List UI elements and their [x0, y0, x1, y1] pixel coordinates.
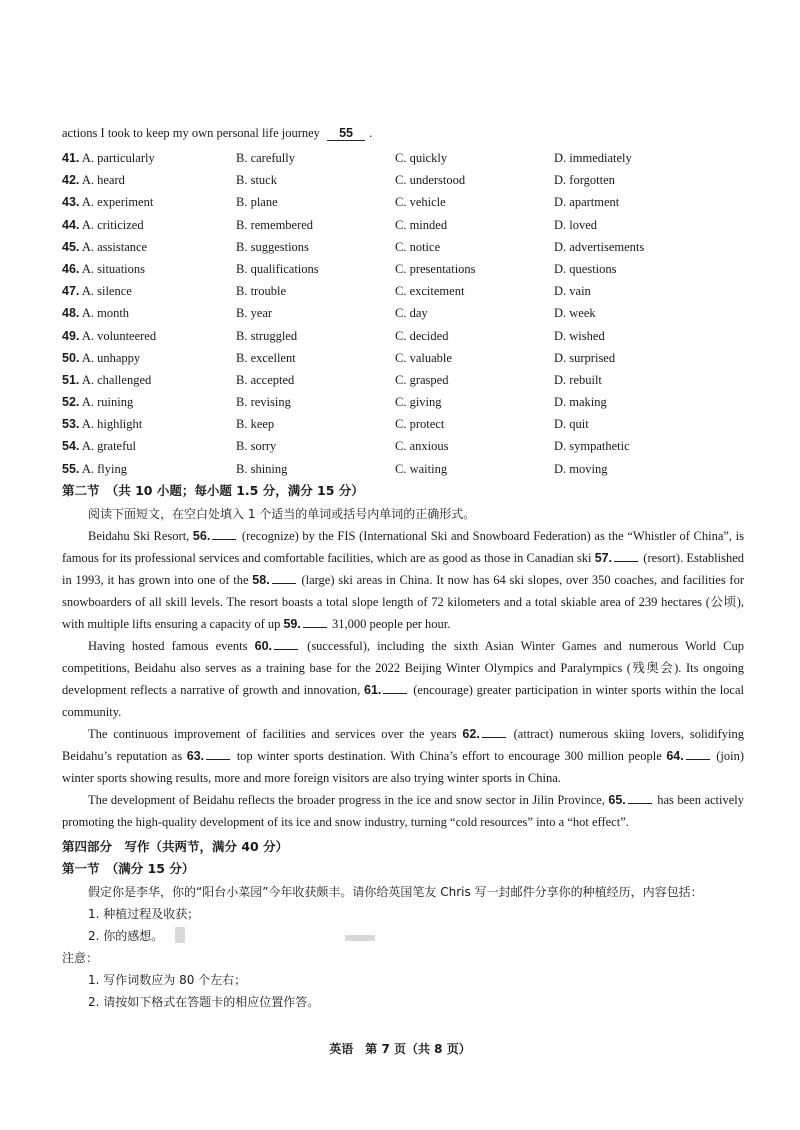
question-number: 43.	[62, 195, 80, 210]
part4-title: 第四部分 写作（共两节，满分 40 分）	[62, 839, 289, 854]
blank-58	[272, 571, 296, 584]
writing-prompt: 假定你是李华，你的“阳台小菜园”今年收获颇丰。请你给英国笔友 Chris 写一封邮件分享你的种植经历，内容包括：	[88, 885, 703, 899]
option-c: C. valuable	[395, 350, 452, 365]
option-b: B. shining	[236, 461, 288, 476]
paragraph-2: Having hosted famous events 60. (successful), including the sixth Asian Winter Games and numerous World Cup competitions, Beidahu also serves as a training base for the 2022 Beijing Winter Olympics and Paralympics (残奥会). Its ongoing development reflects a narrative of growth and innovation, 61. (encourage) greater participation in winter sports within the local community.	[62, 639, 744, 719]
option-a: 51. A. challenged	[62, 372, 152, 387]
option-d: D. sympathetic	[554, 439, 630, 454]
option-c: C. day	[395, 306, 428, 321]
page-footer: 英语 第 7 页（共 8 页）	[329, 1042, 471, 1056]
note-1: 1. 写作词数应为 80 个左右；	[88, 973, 247, 987]
paragraph-3: The continuous improvement of facilities and services over the years 62. (attract) numerous skiing lovers, solidifying Beidahu’s reputation as 63. top winter sports destination. With China’s effort to encourage 300 million people 64. (join) winter sports showing results, more and more foreign visitors are also trying winter sports in China.	[62, 727, 745, 785]
option-a: 45. A. assistance	[62, 239, 148, 254]
options-list	[62, 148, 762, 481]
question-number: 52.	[62, 395, 80, 410]
option-a: 52. A. ruining	[62, 395, 134, 410]
question-number: 55.	[62, 461, 80, 476]
option-a: 46. A. situations	[62, 261, 146, 276]
question-number: 47.	[62, 284, 80, 299]
option-b: B. remembered	[236, 217, 314, 232]
option-c: C. grasped	[395, 372, 449, 387]
option-d: D. rebuilt	[554, 372, 602, 387]
option-b: B. year	[236, 306, 273, 321]
blank-64	[686, 747, 710, 760]
option-a: 54. A. grateful	[62, 439, 136, 454]
question-number: 46.	[62, 261, 80, 276]
option-c: C. understood	[395, 173, 466, 188]
option-row	[62, 192, 762, 214]
option-b: B. qualifications	[236, 261, 319, 276]
option-a: 50. A. unhappy	[62, 350, 141, 365]
question-number: 45.	[62, 239, 80, 254]
option-c: C. decided	[395, 328, 449, 343]
option-b: B. excellent	[236, 350, 296, 365]
option-row	[62, 303, 762, 325]
option-d: D. vain	[554, 284, 591, 299]
note-label: 注意：	[62, 951, 99, 965]
question-number: 53.	[62, 417, 80, 432]
question-number: 42.	[62, 173, 80, 188]
section2-title: 第二节 （共 10 小题；每小题 1.5 分，满分 15 分）	[62, 483, 364, 498]
blank-55: 55	[327, 126, 365, 141]
option-row	[62, 348, 762, 370]
option-b: B. keep	[236, 417, 275, 432]
intro-line: actions I took to keep my own personal life journey 55 .	[62, 126, 373, 140]
writing-item-1: 1. 种植过程及收获；	[88, 907, 200, 921]
option-c: C. vehicle	[395, 195, 446, 210]
option-row	[62, 215, 762, 237]
option-c: C. waiting	[395, 461, 448, 476]
question-number: 49.	[62, 328, 80, 343]
option-c: C. minded	[395, 217, 448, 232]
option-b: B. trouble	[236, 284, 286, 299]
scan-smudge	[345, 935, 375, 941]
blank-63	[206, 747, 230, 760]
option-a: 55. A. flying	[62, 461, 127, 476]
option-a: 53. A. highlight	[62, 417, 143, 432]
blank-65	[628, 791, 652, 804]
paragraph-1: Beidahu Ski Resort, 56. (recognize) by the FIS (International Ski and Snowboard Federation) as the “Whistler of China”, is famous for its professional services and comfortable facilities, which are as good as those in Canadian ski 57. (resort). Established in 1993, it has grown into one of the 58. (large) ski areas in China. It now has 64 ski slopes, over 350 coaches, and facilities for snowboarders of all skill levels. The resort boasts a total slope length of 72 kilometers and a total skiable area of 239 hectares (公顷), with multiple lifts ensuring a capacity of up 59. 31,000 people per hour.	[62, 529, 745, 631]
option-b: B. struggled	[236, 328, 298, 343]
option-a: 41. A. particularly	[62, 151, 155, 165]
question-number: 50.	[62, 350, 80, 365]
section2-instruction: 阅读下面短文，在空白处填入 1 个适当的单词或括号内单词的正确形式。	[88, 507, 476, 521]
option-b: B. stuck	[236, 173, 277, 188]
part4-section1-title: 第一节 （满分 15 分）	[62, 861, 195, 876]
option-row	[62, 459, 762, 481]
note-2: 2. 请按如下格式在答题卡的相应位置作答。	[88, 995, 320, 1009]
option-b: B. accepted	[236, 372, 295, 387]
option-d: D. questions	[554, 261, 617, 276]
option-row	[62, 237, 762, 259]
option-b: B. carefully	[236, 151, 296, 165]
question-number: 44.	[62, 217, 80, 232]
option-row	[62, 170, 762, 192]
paragraph-4: The development of Beidahu reflects the broader progress in the ice and snow sector in Jilin Province, 65. has been actively promoting the high-quality development of its ice and snow industry, turning “cold resources” into a “hot effect”.	[62, 793, 745, 829]
blank-59	[303, 615, 327, 628]
option-d: D. immediately	[554, 151, 632, 165]
option-row	[62, 326, 762, 348]
option-a: 49. A. volunteered	[62, 328, 157, 343]
option-b: B. revising	[236, 395, 291, 410]
question-number: 48.	[62, 306, 80, 321]
blank-56	[212, 527, 236, 540]
option-a: 43. A. experiment	[62, 195, 154, 210]
option-row	[62, 370, 762, 392]
option-c: C. excitement	[395, 284, 465, 299]
question-number: 51.	[62, 372, 80, 387]
option-a: 44. A. criticized	[62, 217, 144, 232]
option-a: 42. A. heard	[62, 173, 125, 188]
option-row	[62, 259, 762, 281]
option-row	[62, 281, 762, 303]
option-d: D. quit	[554, 417, 589, 432]
option-row	[62, 436, 762, 458]
blank-60	[274, 637, 298, 650]
option-c: C. quickly	[395, 151, 448, 165]
option-d: D. week	[554, 306, 596, 321]
option-row	[62, 414, 762, 436]
option-c: C. notice	[395, 239, 441, 254]
option-d: D. surprised	[554, 350, 616, 365]
blank-61	[383, 681, 407, 694]
option-c: C. presentations	[395, 261, 476, 276]
question-number: 41.	[62, 151, 80, 165]
option-a: 47. A. silence	[62, 284, 132, 299]
option-c: C. anxious	[395, 439, 449, 454]
option-d: D. wished	[554, 328, 605, 343]
option-b: B. suggestions	[236, 239, 309, 254]
option-b: B. plane	[236, 195, 278, 210]
option-d: D. advertisements	[554, 239, 645, 254]
option-row	[62, 148, 762, 170]
option-d: D. apartment	[554, 195, 620, 210]
option-d: D. moving	[554, 461, 608, 476]
blank-62	[482, 725, 506, 738]
option-c: C. giving	[395, 395, 442, 410]
blank-57	[614, 549, 638, 562]
scan-smudge	[175, 927, 185, 943]
option-c: C. protect	[395, 417, 445, 432]
option-d: D. loved	[554, 217, 598, 232]
option-b: B. sorry	[236, 439, 277, 454]
option-a: 48. A. month	[62, 306, 130, 321]
question-number: 54.	[62, 439, 80, 454]
writing-item-2: 2. 你的感想。	[88, 929, 164, 943]
option-d: D. forgotten	[554, 173, 615, 188]
option-row	[62, 392, 762, 414]
option-d: D. making	[554, 395, 607, 410]
